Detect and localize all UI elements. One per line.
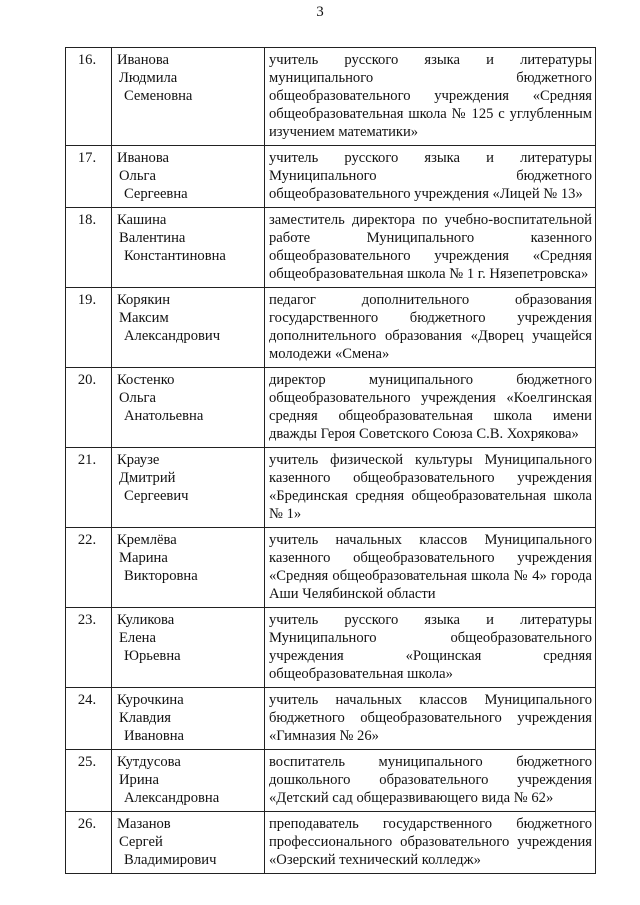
person-name [112, 448, 265, 528]
table-row [66, 750, 596, 812]
surname: Мазанов [117, 816, 171, 832]
surname: Иванова [117, 150, 169, 166]
table-row [66, 528, 596, 608]
surname: Куликова [117, 612, 175, 628]
position-description: преподаватель государственного бюджетного профессионального образовательного учреждения «Озерский технический колледж» [265, 812, 596, 874]
person-name [112, 146, 265, 208]
patronymic: Семеновна [124, 88, 193, 104]
patronymic: Викторовна [124, 568, 198, 584]
table-row [66, 448, 596, 528]
person-name [112, 48, 265, 146]
patronymic: Александровна [124, 790, 220, 806]
patronymic: Сергеевна [124, 186, 188, 202]
row-number: 18. [66, 208, 112, 288]
awardees-table [65, 47, 596, 874]
person-name [112, 608, 265, 688]
person-name [112, 750, 265, 812]
person-name [112, 688, 265, 750]
surname: Кутдусова [117, 754, 181, 770]
row-number: 26. [66, 812, 112, 874]
first-name: Максим [119, 310, 169, 326]
person-name [112, 288, 265, 368]
row-number: 16. [66, 48, 112, 146]
patronymic: Юрьевна [124, 648, 181, 664]
person-name [112, 208, 265, 288]
position-description: воспитатель муниципального бюджетного дошкольного образовательного учреждения «Детский сад общеразвивающего вида № 62» [265, 750, 596, 812]
row-number: 19. [66, 288, 112, 368]
position-description: учитель физической культуры Муниципального казенного общеобразовательного учреждения «Брединская средняя общеобразовательная школа № 1» [265, 448, 596, 528]
patronymic: Ивановна [124, 728, 184, 744]
surname: Корякин [117, 292, 171, 308]
patronymic: Сергеевич [124, 488, 189, 504]
patronymic: Александрович [124, 328, 221, 344]
first-name: Марина [119, 550, 168, 566]
table-row [66, 688, 596, 750]
position-description: педагог дополнительного образования государственного бюджетного учреждения дополнительного образования «Дворец учащейся молодежи «Смена» [265, 288, 596, 368]
first-name: Ольга [119, 390, 156, 406]
first-name: Дмитрий [119, 470, 176, 486]
table-body [66, 48, 596, 874]
surname: Курочкина [117, 692, 184, 708]
table-row [66, 812, 596, 874]
table-row [66, 368, 596, 448]
position-description: учитель русского языка и литературы Муниципального бюджетного общеобразовательного учреждения «Лицей № 13» [265, 146, 596, 208]
row-number: 24. [66, 688, 112, 750]
first-name: Валентина [119, 230, 186, 246]
row-number: 17. [66, 146, 112, 208]
table-row [66, 608, 596, 688]
row-number: 20. [66, 368, 112, 448]
first-name: Людмила [119, 70, 178, 86]
table-row [66, 208, 596, 288]
person-name [112, 368, 265, 448]
row-number: 25. [66, 750, 112, 812]
position-description: директор муниципального бюджетного общеобразовательного учреждения «Коелгинская средняя общеобразовательная школа имени дважды Героя Советского Союза С.В. Хохрякова» [265, 368, 596, 448]
surname: Иванова [117, 52, 169, 68]
first-name: Ирина [119, 772, 159, 788]
person-name [112, 812, 265, 874]
position-description: заместитель директора по учебно-воспитательной работе Муниципального казенного общеобразовательного учреждения «Средняя общеобразовательная школа № 1 г. Нязепетровска» [265, 208, 596, 288]
patronymic: Константиновна [124, 248, 226, 264]
position-description: учитель начальных классов Муниципального казенного общеобразовательного учреждения «Средняя общеобразовательная школа № 4» города Аши Челябинской области [265, 528, 596, 608]
row-number: 22. [66, 528, 112, 608]
patronymic: Владимирович [124, 852, 217, 868]
table-row [66, 146, 596, 208]
first-name: Сергей [119, 834, 163, 850]
table-row [66, 48, 596, 146]
position-description: учитель русского языка и литературы муниципального бюджетного общеобразовательного учреждения «Средняя общеобразовательная школа № 125 с углубленным изучением математики» [265, 48, 596, 146]
first-name: Елена [119, 630, 156, 646]
surname: Кремлёва [117, 532, 177, 548]
page-number: 3 [316, 4, 324, 20]
row-number: 23. [66, 608, 112, 688]
table-row [66, 288, 596, 368]
first-name: Ольга [119, 168, 156, 184]
first-name: Клавдия [119, 710, 171, 726]
patronymic: Анатольевна [124, 408, 204, 424]
position-description: учитель начальных классов Муниципального бюджетного общеобразовательного учреждения «Гимназия № 26» [265, 688, 596, 750]
surname: Кашина [117, 212, 167, 228]
surname: Костенко [117, 372, 175, 388]
row-number: 21. [66, 448, 112, 528]
person-name [112, 528, 265, 608]
position-description: учитель русского языка и литературы Муниципального общеобразовательного учреждения «Рощинская средняя общеобразовательная школа» [265, 608, 596, 688]
surname: Краузе [117, 452, 160, 468]
